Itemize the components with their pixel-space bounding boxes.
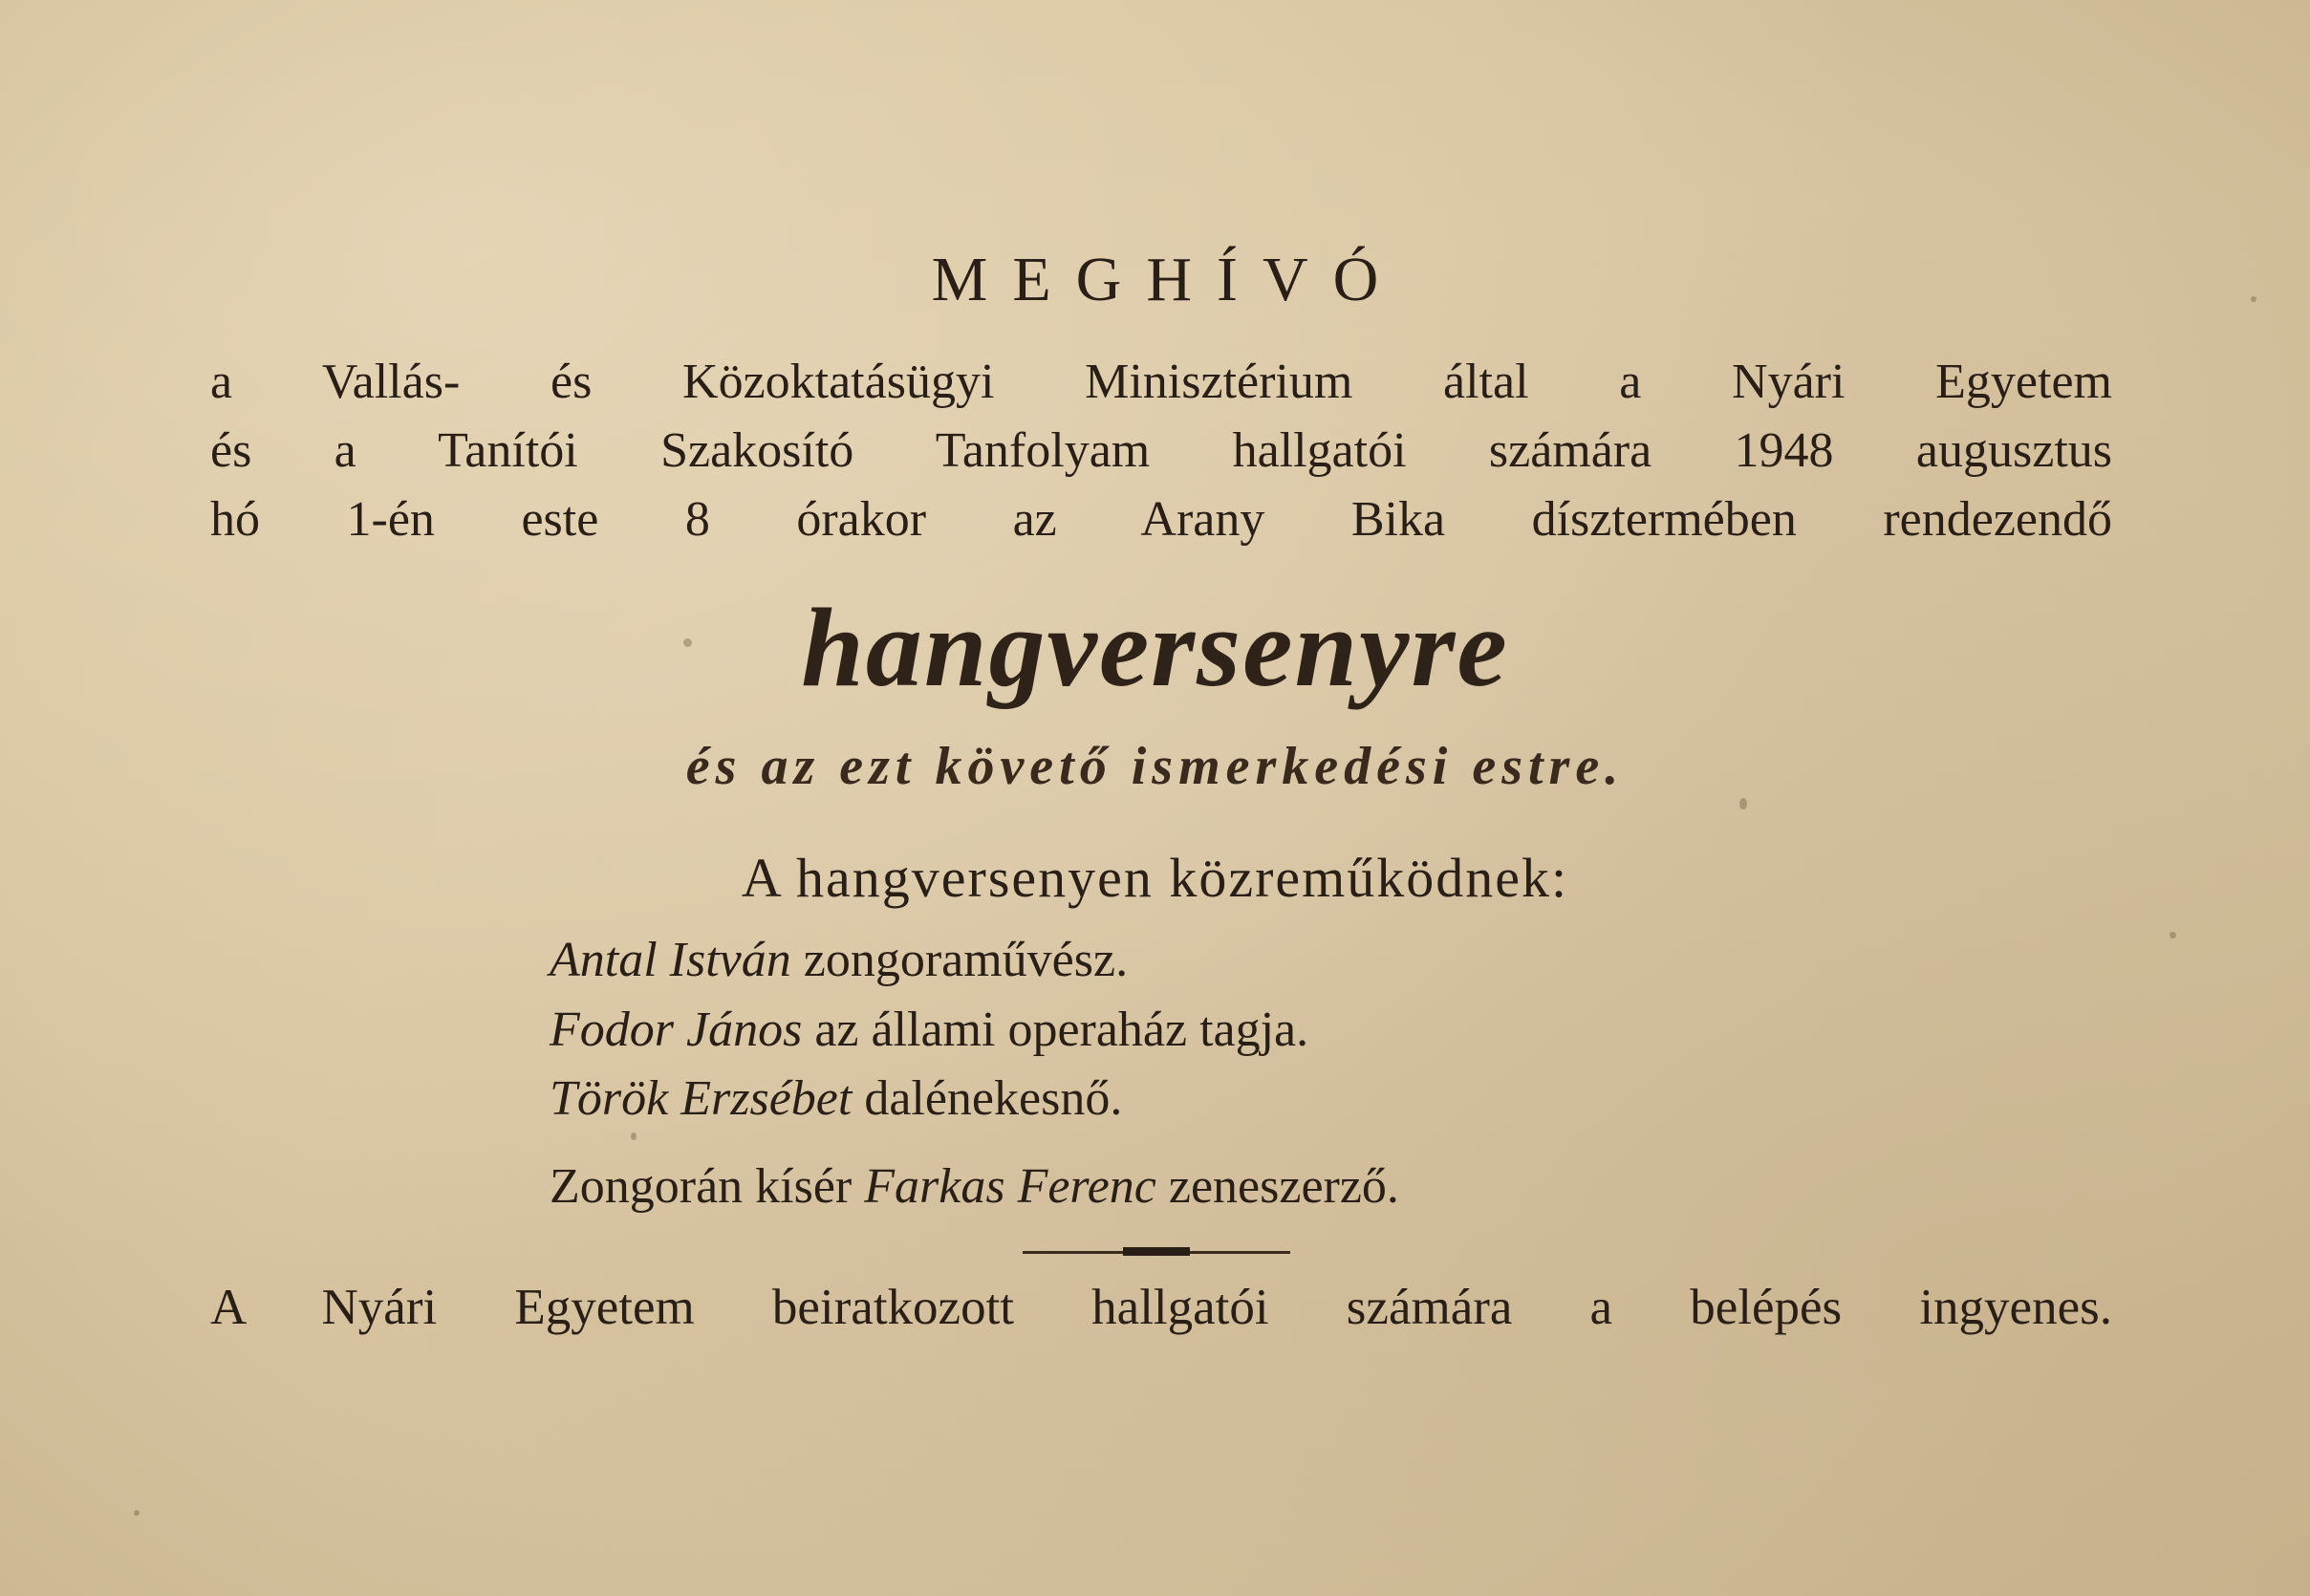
- intro-line-1: a Vallás- és Közoktatásügyi Minisztérium által a Nyári Egyetem: [210, 355, 2112, 409]
- intro-line-3: hó 1-én este 8 órakor az Arany Bika dísztermében rendezendő: [210, 492, 2112, 547]
- paper-speck: [1739, 798, 1747, 809]
- paper-speck: [631, 1132, 637, 1140]
- performers-heading: A hangversenyen közreműködnek:: [741, 847, 1569, 909]
- event-subtitle: és az ezt követő ismerkedési estre.: [685, 737, 1625, 796]
- performer-line: [550, 1002, 1888, 1058]
- ornamental-divider-center: [1123, 1247, 1190, 1256]
- paper-speck: [134, 1510, 140, 1516]
- accompanist-role: zeneszerző.: [1168, 1159, 1399, 1214]
- performer-role: az állami operaház tagja.: [814, 1003, 1309, 1057]
- accompaniment-line: [550, 1158, 1696, 1215]
- performer-role: dalénekesnő.: [864, 1071, 1123, 1126]
- performer-name: Török Erzsébet: [550, 1071, 853, 1126]
- accompanist-name: Farkas Ferenc: [864, 1159, 1156, 1214]
- performer-name: Fodor János: [550, 1003, 803, 1057]
- admission-note: A Nyári Egyetem beiratkozott hallgatói számára a belépés ingyenes.: [210, 1280, 2112, 1335]
- accompaniment-prefix: Zongorán kísér: [550, 1159, 853, 1214]
- performer-line: [550, 1070, 1888, 1127]
- performer-line: [550, 932, 1888, 988]
- intro-line-2: és a Tanítói Szakosító Tanfolyam hallgatói számára 1948 augusztus: [210, 423, 2112, 478]
- performer-name: Antal István: [550, 933, 791, 987]
- performer-role: zongoraművész.: [803, 933, 1129, 987]
- invitation-title: MEGHÍVÓ: [931, 245, 1404, 314]
- event-title: hangversenyre: [801, 585, 1509, 710]
- paper-speck: [2170, 932, 2176, 938]
